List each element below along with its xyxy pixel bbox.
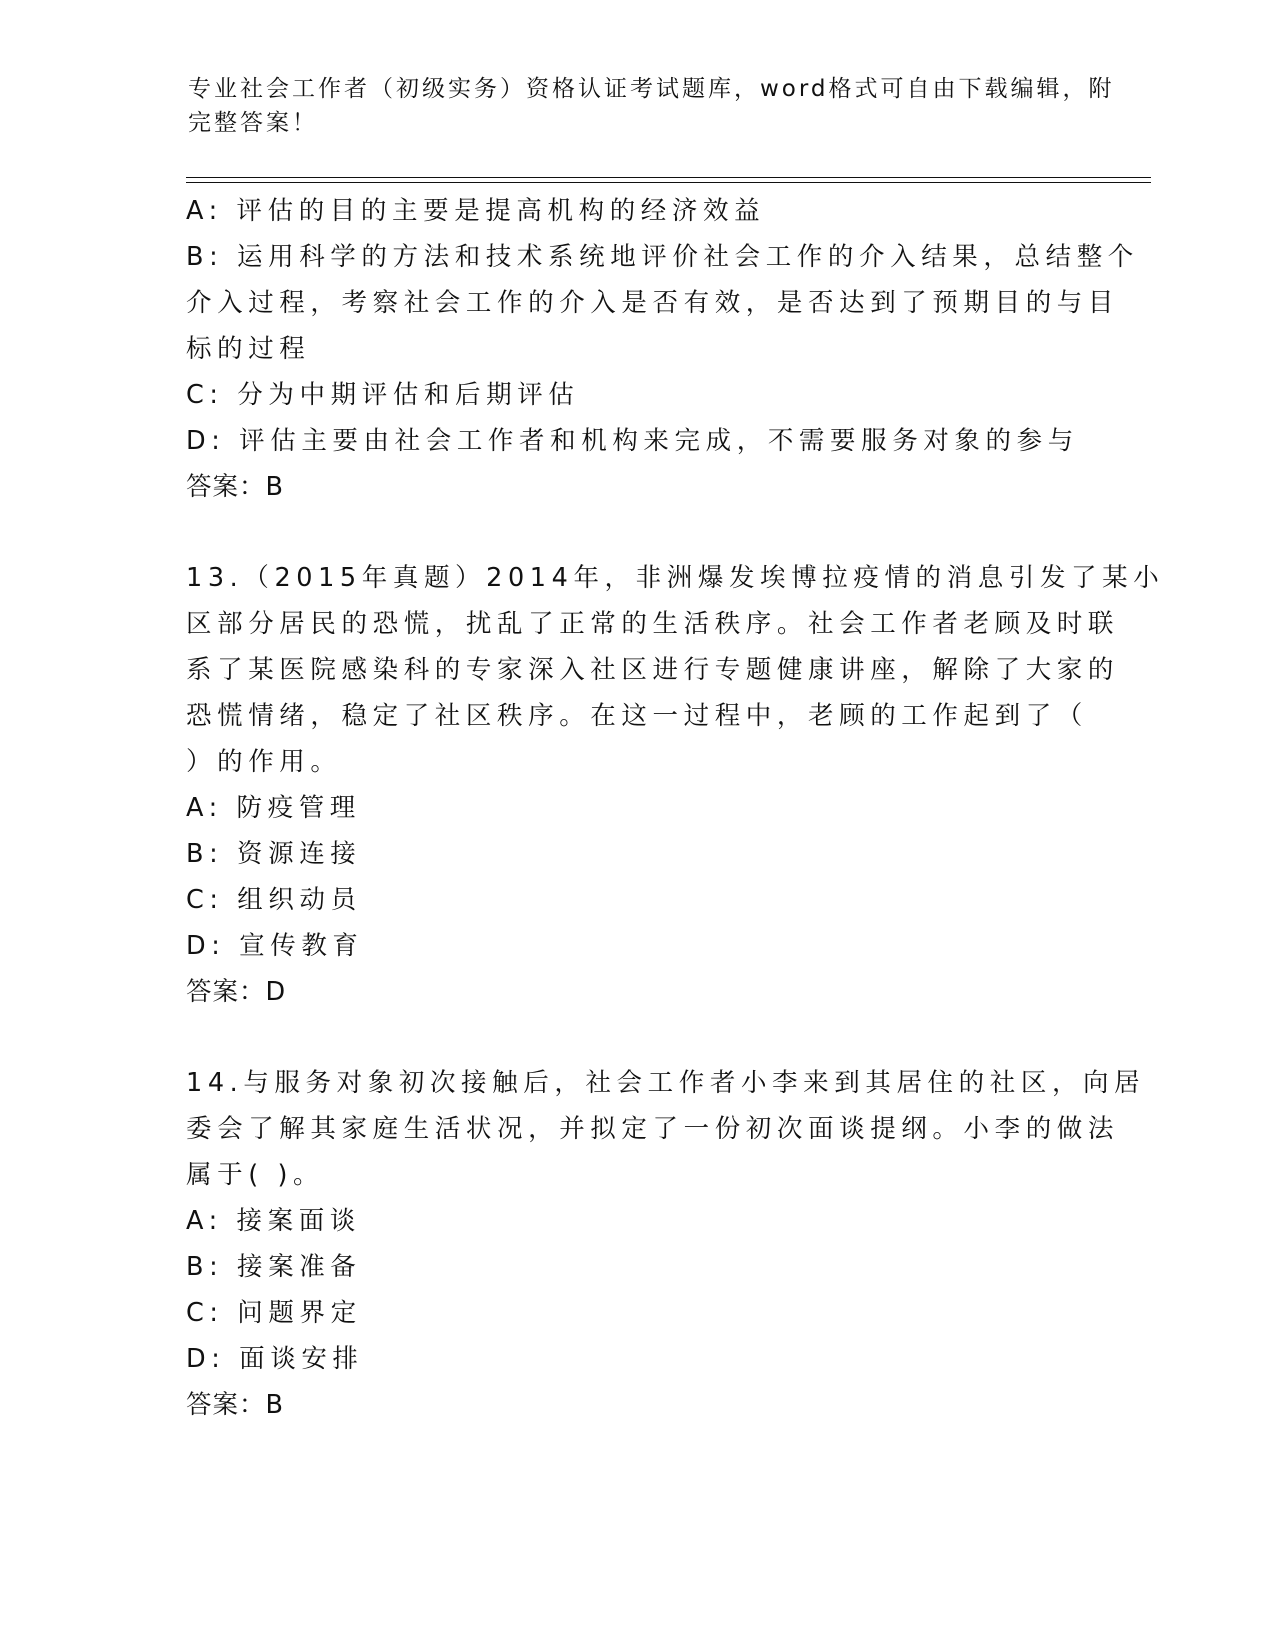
question-13 — [186, 555, 1165, 1015]
option-b-line-1: B: 运用科学的方法和技术系统地评价社会工作的介入结果，总结整个 — [186, 242, 1139, 272]
header-divider-top — [186, 177, 1151, 178]
question-stem-line-1: 14.与服务对象初次接触后，社会工作者小李来到其居住的社区，向居 — [186, 1068, 1146, 1098]
spacer — [186, 1015, 1086, 1060]
header-line-1: 专业社会工作者（初级实务）资格认证考试题库，word格式可自由下载编辑，附 — [188, 76, 1115, 102]
answer: 答案：D — [186, 977, 287, 1007]
option-a: A: 防疫管理 — [186, 793, 361, 823]
option-c: C: 分为中期评估和后期评估 — [186, 380, 580, 410]
question-stem-line-4: 恐慌情绪，稳定了社区秩序。在这一过程中，老顾的工作起到了（ — [186, 701, 1088, 731]
question-12-options — [186, 188, 1139, 510]
header-divider-bottom — [186, 182, 1151, 183]
question-stem-line-2: 区部分居民的恐慌，扰乱了正常的生活秩序。社会工作者老顾及时联 — [186, 609, 1120, 639]
question-14 — [186, 1060, 1146, 1428]
option-b: B: 接案准备 — [186, 1252, 362, 1282]
option-b-line-2: 介入过程，考察社会工作的介入是否有效，是否达到了预期目的与目 — [186, 288, 1120, 318]
answer: 答案：B — [186, 1390, 284, 1420]
option-a: A: 评估的目的主要是提高机构的经济效益 — [186, 196, 766, 226]
document-header — [188, 72, 1115, 140]
option-d: D: 评估主要由社会工作者和机构来完成，不需要服务对象的参与 — [186, 426, 1079, 456]
option-d: D: 面谈安排 — [186, 1344, 364, 1374]
question-stem-line-2: 委会了解其家庭生活状况，并拟定了一份初次面谈提纲。小李的做法 — [186, 1114, 1120, 1144]
option-a: A: 接案面谈 — [186, 1206, 361, 1236]
option-b: B: 资源连接 — [186, 839, 362, 869]
spacer — [186, 510, 1086, 555]
question-stem-line-1: 13.（2015年真题）2014年，非洲爆发埃博拉疫情的消息引发了某小 — [186, 563, 1165, 593]
option-b-line-3: 标的过程 — [186, 334, 311, 364]
question-stem-line-3: 系了某医院感染科的专家深入社区进行专题健康讲座，解除了大家的 — [186, 655, 1120, 685]
question-stem-line-5: ）的作用。 — [186, 747, 342, 777]
option-c: C: 组织动员 — [186, 885, 362, 915]
header-line-2: 完整答案！ — [188, 110, 318, 136]
option-c: C: 问题界定 — [186, 1298, 362, 1328]
option-d: D: 宣传教育 — [186, 931, 364, 961]
question-stem-line-3: 属于( )。 — [186, 1160, 325, 1190]
document-body — [186, 188, 1165, 1428]
answer: 答案：B — [186, 472, 284, 502]
